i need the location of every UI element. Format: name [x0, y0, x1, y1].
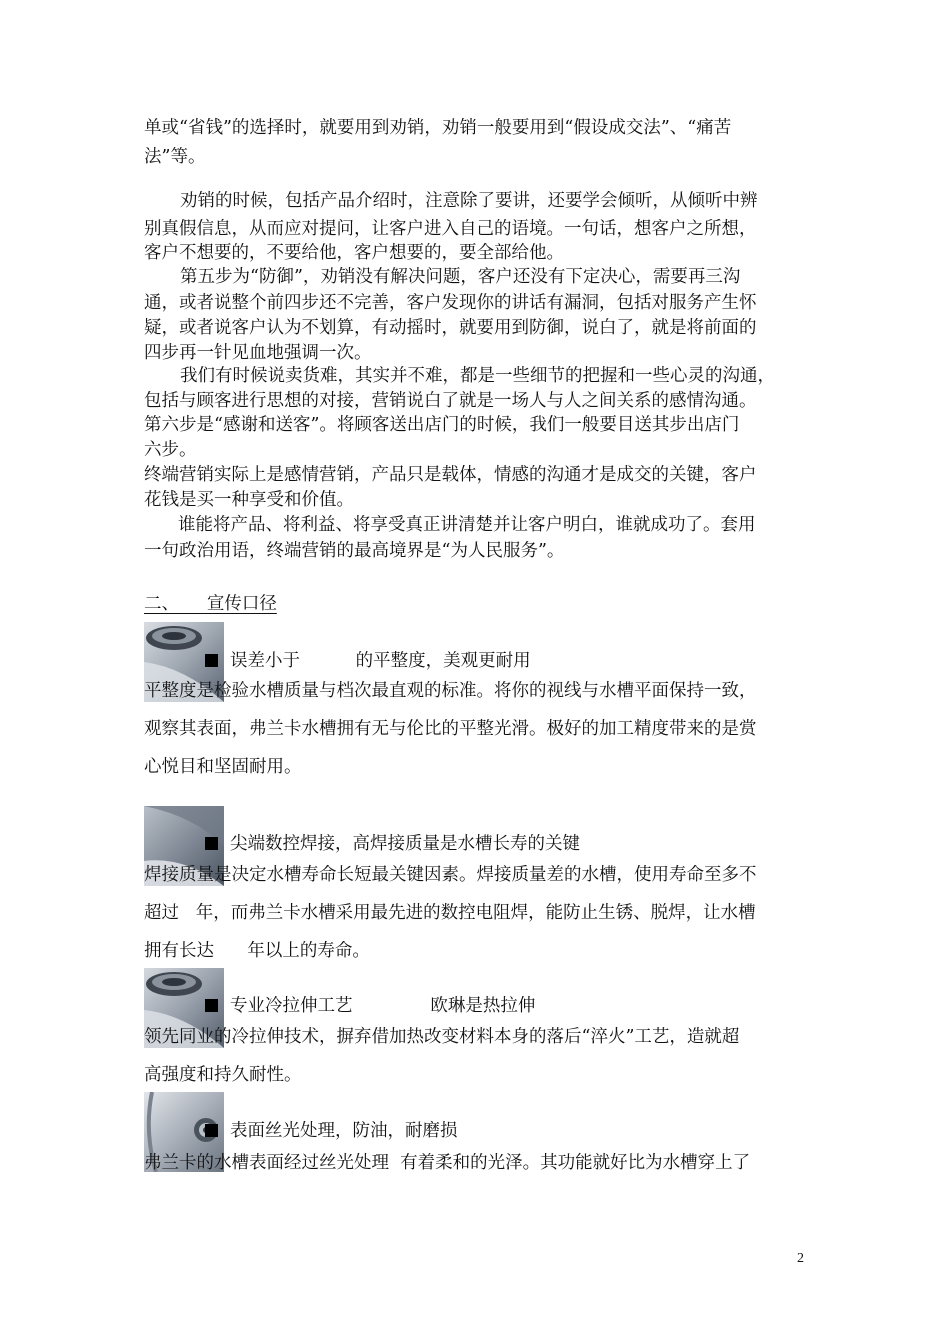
- feature-text-line: 超过 年，而弗兰卡水槽采用最先进的数控电阻焊，能防止生锈、脱焊，让水槽: [144, 903, 756, 923]
- feature-text-line: 平整度是检验水槽质量与档次最直观的标准。将你的视线与水槽平面保持一致，: [144, 681, 757, 701]
- paragraph-line: 客户不想要的，不要给他，客户想要的，要全部给他。: [144, 243, 564, 263]
- feature-text-line: 高强度和持久耐性。: [144, 1065, 302, 1085]
- paragraph-line: 包括与顾客进行思想的对接，营销说白了就是一场人与人之间关系的感情沟通。: [144, 391, 757, 411]
- paragraph-line: 第六步是“感谢和送客”。将顾客送出店门的时候，我们一般要目送其步出店门: [144, 415, 740, 435]
- section-heading: 二、 宣传口径: [144, 594, 277, 614]
- feature-text-line: 心悦目和坚固耐用。: [144, 757, 302, 777]
- paragraph-line: 谁能将产品、将利益、将享受真正讲清楚并让客户明白，谁就成功了。套用: [178, 515, 756, 535]
- paragraph-line: 花钱是买一种享受和价值。: [144, 490, 354, 510]
- feature-text-line: 焊接质量是决定水槽寿命长短最关键因素。焊接质量差的水槽，使用寿命至多不: [144, 865, 757, 885]
- feature-text-line: 拥有长达 年以上的寿命。: [144, 941, 370, 961]
- paragraph-line: 终端营销实际上是感情营销，产品只是载体，情感的沟通才是成交的关键，客户: [144, 465, 757, 485]
- feature-text-line: 领先同业的冷拉伸技术，摒弃借加热改变材料本身的落后“淬火”工艺，造就超: [144, 1027, 740, 1047]
- page-number: 2: [797, 1251, 804, 1266]
- paragraph-line: 通，或者说整个前四步还不完善，客户发现你的讲话有漏洞，包括对服务产生怀: [144, 293, 757, 313]
- bullet-square-icon: [205, 654, 218, 667]
- paragraph-line: 第五步为“防御”，劝销没有解决问题，客户还没有下定决心，需要再三沟: [180, 267, 741, 287]
- feature-title-text: 专业冷拉伸工艺 欧琳是热拉伸: [230, 996, 536, 1016]
- paragraph-line: 四步再一针见血地强调一次。: [144, 343, 372, 363]
- feature-title-text: 表面丝光处理，防油，耐磨损: [230, 1121, 458, 1141]
- feature-title-text: 尖端数控焊接，高焊接质量是水槽长寿的关键: [230, 834, 580, 854]
- feature-text-line: 观察其表面，弗兰卡水槽拥有无与伦比的平整光滑。极好的加工精度带来的是赏: [144, 719, 757, 739]
- feature-title: [205, 833, 580, 855]
- bullet-square-icon: [205, 1124, 218, 1137]
- feature-title-text: 误差小于 的平整度，美观更耐用: [230, 651, 531, 671]
- paragraph-line: 法”等。: [144, 147, 206, 167]
- feature-title: [205, 1120, 458, 1142]
- bullet-square-icon: [205, 999, 218, 1012]
- feature-text-line: 弗兰卡的水槽表面经过丝光处理 有着柔和的光泽。其功能就好比为水槽穿上了: [144, 1153, 751, 1173]
- paragraph-line: 六步。: [144, 440, 197, 460]
- feature-title: [205, 650, 531, 672]
- paragraph-line: 一句政治用语，终端营销的最高境界是“为人民服务”。: [144, 541, 565, 561]
- paragraph-line: 疑，或者说客户认为不划算，有动摇时，就要用到防御，说白了，就是将前面的: [144, 318, 757, 338]
- paragraph-line: 单或“省钱”的选择时，就要用到劝销，劝销一般要用到“假设成交法”、“痛苦: [144, 118, 732, 138]
- feature-title: [205, 995, 535, 1017]
- paragraph-line: 别真假信息，从而应对提问，让客户进入自己的语境。一句话，想客户之所想，: [144, 219, 757, 239]
- bullet-square-icon: [205, 837, 218, 850]
- paragraph-line: 劝销的时候，包括产品介绍时，注意除了要讲，还要学会倾听，从倾听中辨: [180, 191, 758, 211]
- paragraph-line: 我们有时候说卖货难，其实并不难，都是一些细节的把握和一些心灵的沟通，: [180, 366, 775, 386]
